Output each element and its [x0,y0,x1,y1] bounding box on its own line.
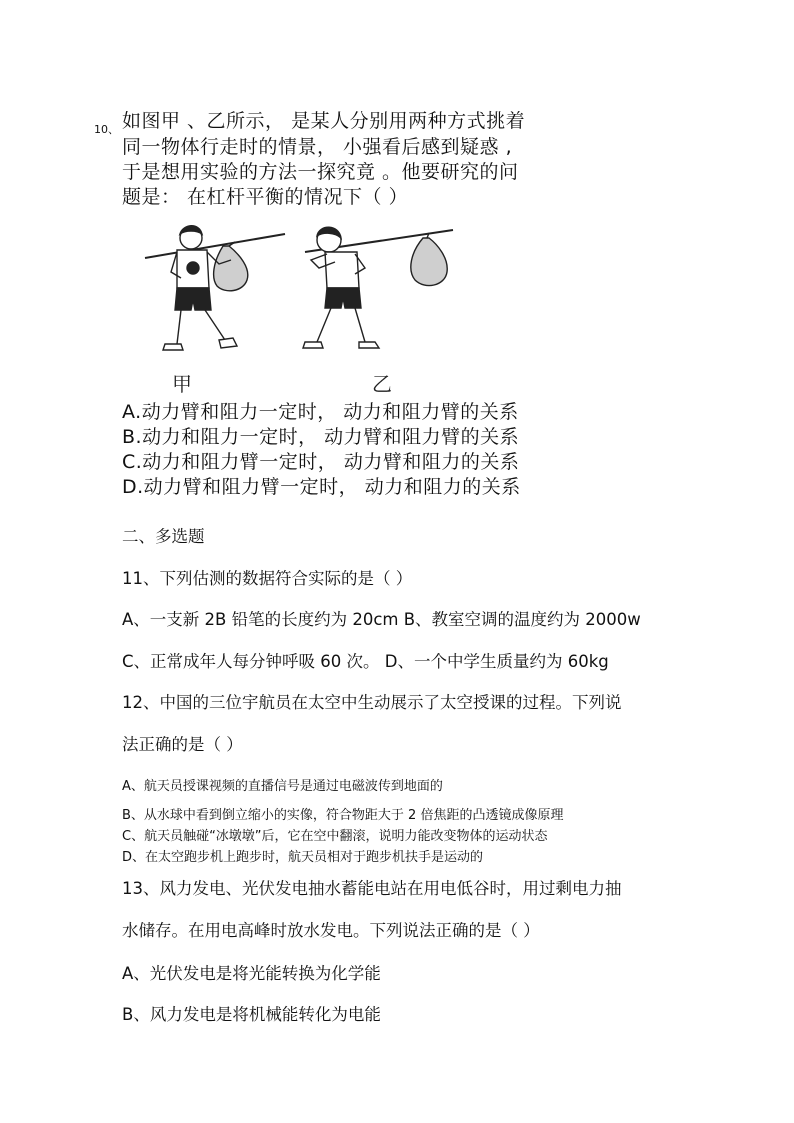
figure-label-jia: 甲 [172,372,192,396]
q10-option-a: A.动力臂和阻力一定时， 动力和阻力臂的关系 [122,401,519,423]
figure-label-yi: 乙 [372,372,392,396]
q10-stem-line-1: 如图甲 、乙所示， 是某人分别用两种方式挑着 [122,110,526,132]
q12-option-b: B、从水球中看到倒立缩小的实像，符合物距大于 2 倍焦距的凸透镜成像原理 [122,808,564,823]
q11-stem: 11、下列估测的数据符合实际的是（ ） [122,569,413,588]
q13-option-b: B、风力发电是将机械能转化为电能 [122,1005,381,1024]
q10-figure [135,212,465,390]
q12-option-c: C、航天员触碰“冰墩墩”后，它在空中翻滚，说明力能改变物体的运动状态 [122,829,548,844]
section-title-multiple-choice: 二、多选题 [122,527,205,546]
q10-number: 10、 [94,123,119,136]
q13-stem-line-1: 13、风力发电、光伏发电抽水蓄能电站在用电低谷时，用过剩电力抽 [122,879,622,898]
figure-jia [145,226,285,350]
carrying-illustration [135,212,465,390]
q12-option-a: A、航天员授课视频的直播信号是通过电磁波传到地面的 [122,779,443,794]
q10-option-b: B.动力和阻力一定时， 动力臂和阻力臂的关系 [122,426,520,448]
q10-option-d: D.动力臂和阻力臂一定时， 动力和阻力的关系 [122,476,521,498]
q12-stem-line-2: 法正确的是（ ） [122,735,243,754]
q13-stem-line-2: 水储存。在用电高峰时放水发电。下列说法正确的是（ ） [122,921,540,940]
q13-option-a: A、光伏发电是将光能转换为化学能 [122,964,381,983]
q11-options-line-2: C、正常成年人每分钟呼吸 60 次。 D、一个中学生质量约为 60kg [122,652,609,671]
q10-option-c: C.动力和阻力臂一定时， 动力臂和阻力的关系 [122,451,520,473]
q11-options-line-1: A、一支新 2B 铅笔的长度约为 20cm B、教室空调的温度约为 2000w [122,610,641,629]
q12-stem-line-1: 12、中国的三位宇航员在太空中生动展示了太空授课的过程。下列说 [122,693,622,712]
q10-stem-line-4: 题是： 在杠杆平衡的情况下（ ） [122,186,409,208]
q10-stem-line-2: 同一物体行走时的情景， 小强看后感到疑惑 , [122,136,513,158]
q10-stem-line-3: 于是想用实验的方法一探究竟 。他要研究的问 [122,161,519,183]
q12-option-d: D、在太空跑步机上跑步时，航天员相对于跑步机扶手是运动的 [122,850,484,865]
figure-yi [303,227,453,348]
